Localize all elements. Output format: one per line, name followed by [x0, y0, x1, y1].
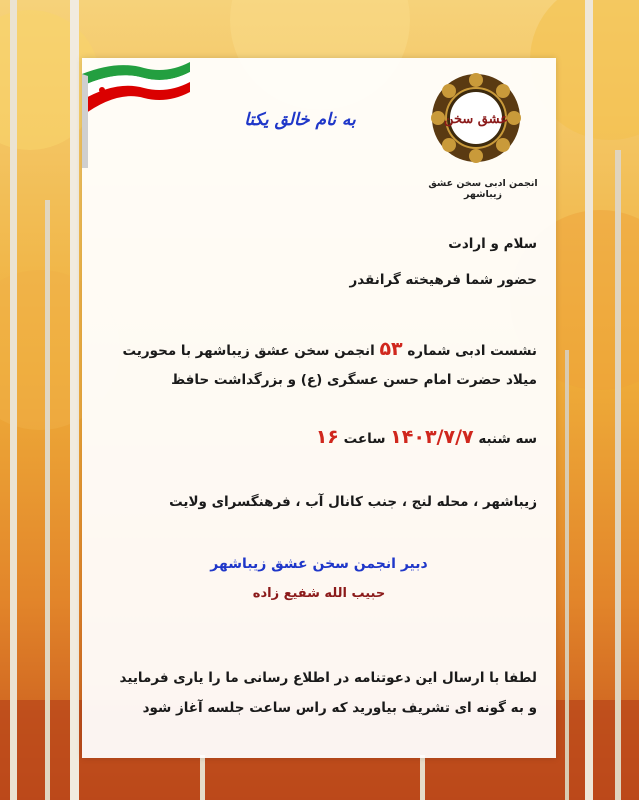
- addressee: حضور شما فرهیخته گرانقدر: [349, 272, 537, 288]
- bismillah-heading: به نام خالق یکتا: [244, 110, 356, 130]
- signature-name: حبیب الله شفیع زاده: [252, 586, 386, 601]
- greeting: سلام و ارادت: [448, 236, 537, 252]
- association-logo-icon: [428, 66, 524, 178]
- closing-line-2: و به گونه ای تشریف بیاورید که راس ساعت جلسه آغاز شود: [142, 700, 537, 716]
- logo-lettering: عشق سخن: [444, 112, 508, 127]
- event-line-1-pre: نشست ادبی شماره: [402, 343, 537, 359]
- iran-flag-icon: [82, 58, 192, 168]
- event-line-1-post: انجمن سخن عشق زیباشهر با محوریت: [122, 343, 380, 359]
- event-number: ۵۳: [379, 338, 403, 360]
- event-date: ۱۴۰۳/۷/۷: [390, 426, 474, 448]
- event-line-1: [123, 338, 538, 360]
- event-location: زیباشهر ، محله لنج ، جنب کانال آب ، فرهنگسرای ولایت: [169, 494, 537, 510]
- event-line-2: میلاد حضرت امام حسن عسگری (ع) و بزرگداشت حافظ: [171, 372, 537, 388]
- event-day: سه شنبه: [473, 431, 537, 447]
- time-label: ساعت: [338, 431, 391, 447]
- signature-title: دبیر انجمن سخن عشق زیباشهر: [210, 556, 428, 572]
- closing-line-1: لطفا با ارسال این دعوتنامه در اطلاع رسانی ما را یاری فرمایید: [119, 670, 537, 686]
- date-time-line: [316, 426, 537, 448]
- association-name: انجمن ادبی سخن عشق زیباشهر: [428, 178, 538, 200]
- event-time: ۱۶: [315, 426, 339, 448]
